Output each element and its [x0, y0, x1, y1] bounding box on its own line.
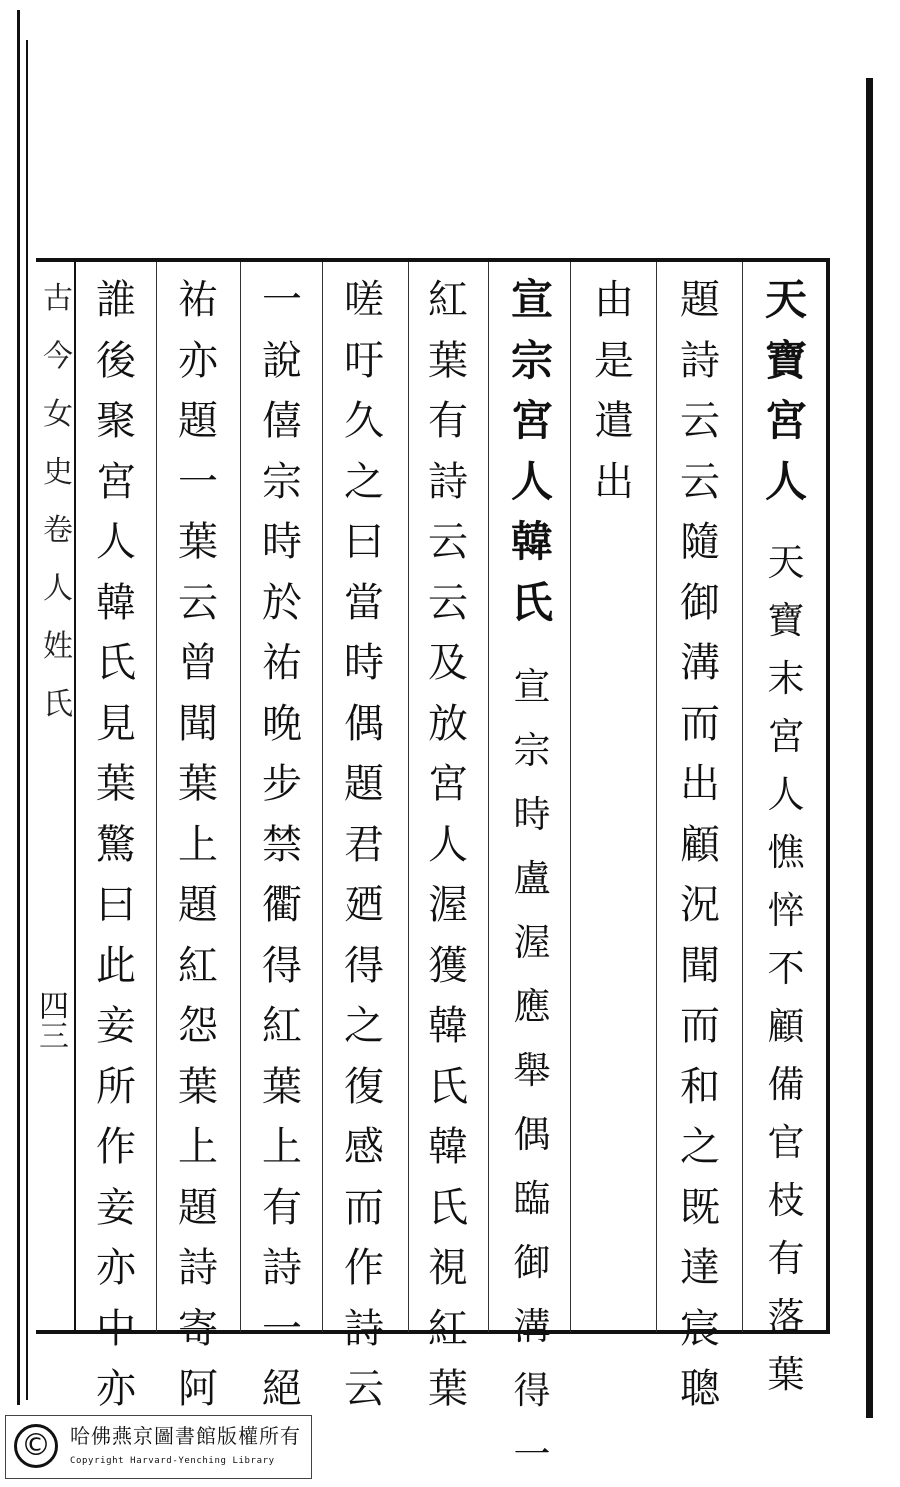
glyph: 宗 — [510, 335, 553, 385]
text-column-7 — [328, 270, 400, 1420]
glyph: 宣 — [510, 275, 553, 324]
margin-book-title — [38, 270, 78, 734]
glyph: 渥 — [428, 882, 468, 928]
glyph: 曾 — [178, 640, 218, 686]
glyph: 詩 — [178, 1245, 218, 1291]
left-edge-rule — [17, 10, 20, 1405]
glyph: 天 — [767, 541, 805, 584]
glyph: 應 — [513, 985, 551, 1028]
margin-title-glyph: 今 — [43, 339, 73, 374]
glyph: 宮 — [510, 396, 553, 445]
column-divider — [240, 262, 241, 1332]
glyph: 怨 — [178, 1003, 218, 1049]
glyph: 人 — [767, 773, 805, 816]
glyph: 祐 — [178, 277, 218, 323]
glyph: 出 — [680, 761, 720, 807]
glyph: 題 — [680, 277, 720, 323]
glyph: 所 — [96, 1063, 136, 1110]
glyph: 御 — [513, 1241, 551, 1284]
glyph: 氏 — [510, 577, 553, 627]
glyph: 久 — [344, 398, 384, 444]
library-name: 哈佛燕京圖書館版權所有 — [70, 1424, 301, 1448]
column-heading — [756, 270, 816, 512]
glyph: 宸 — [680, 1305, 720, 1352]
glyph: 題 — [178, 882, 218, 928]
text-column-5 — [496, 270, 568, 1487]
glyph: 況 — [680, 882, 720, 928]
copyright-symbol-icon: © — [14, 1424, 58, 1468]
glyph: 遣 — [594, 398, 634, 444]
glyph: 云 — [178, 579, 218, 626]
glyph: 曰 — [344, 519, 384, 565]
glyph: 見 — [96, 700, 136, 747]
glyph: 作 — [344, 1245, 384, 1291]
margin-title-glyph: 古 — [43, 281, 73, 316]
glyph: 妾 — [96, 1184, 136, 1231]
glyph: 宮 — [764, 396, 807, 445]
glyph: 而 — [680, 700, 720, 747]
glyph: 和 — [680, 1063, 720, 1110]
glyph: 韓 — [96, 579, 136, 626]
glyph: 曰 — [96, 882, 136, 928]
glyph: 上 — [178, 1124, 218, 1170]
glyph: 溝 — [680, 640, 720, 686]
glyph: 憔 — [767, 831, 805, 874]
glyph: 題 — [178, 1184, 218, 1231]
glyph: 禁 — [262, 821, 302, 868]
glyph: 御 — [680, 579, 720, 626]
glyph: 說 — [262, 337, 302, 384]
glyph: 有 — [428, 398, 468, 444]
glyph: 末 — [767, 657, 805, 700]
column-divider — [570, 262, 571, 1332]
glyph: 云 — [344, 1366, 384, 1412]
glyph: 有 — [767, 1237, 805, 1280]
margin-title-glyph: 女 — [43, 397, 73, 432]
glyph: 亦 — [96, 1366, 136, 1412]
glyph: 而 — [680, 1003, 720, 1049]
margin-title-glyph: 人 — [43, 571, 73, 606]
column-divider — [322, 262, 323, 1332]
glyph: 葉 — [178, 519, 218, 565]
glyph: 顧 — [767, 1005, 805, 1048]
glyph: 悴 — [767, 889, 805, 932]
glyph: 寶 — [767, 599, 805, 642]
glyph: 得 — [513, 1369, 551, 1412]
text-column-9 — [162, 270, 234, 1420]
glyph: 後 — [96, 337, 136, 384]
glyph: 嗟 — [344, 277, 384, 323]
glyph: 枝 — [767, 1179, 805, 1222]
glyph: 上 — [262, 1124, 302, 1170]
glyph: 不 — [767, 947, 805, 990]
glyph: 當 — [344, 579, 384, 626]
glyph: 葉 — [178, 761, 218, 807]
glyph: 葉 — [428, 337, 468, 384]
glyph: 聞 — [680, 942, 720, 989]
left-edge-rule-inner — [26, 40, 28, 1400]
glyph: 宮 — [428, 761, 468, 807]
glyph: 妾 — [96, 1003, 136, 1049]
margin-title-glyph: 氏 — [43, 687, 73, 722]
glyph: 舉 — [513, 1049, 551, 1092]
column-divider — [156, 262, 157, 1332]
glyph: 時 — [262, 519, 302, 565]
margin-title-glyph: 史 — [43, 455, 73, 490]
glyph: 葉 — [178, 1063, 218, 1110]
glyph: 人 — [764, 456, 807, 506]
glyph: 云 — [680, 398, 720, 444]
right-edge-rule — [866, 78, 873, 1418]
glyph: 題 — [344, 761, 384, 807]
glyph: 紅 — [428, 1305, 468, 1352]
glyph: 韓 — [428, 1124, 468, 1170]
glyph: 作 — [96, 1124, 136, 1170]
glyph: 宮 — [96, 458, 136, 505]
glyph: 偶 — [344, 700, 384, 747]
page-number: 四三 — [33, 990, 68, 1050]
glyph: 葉 — [262, 1063, 302, 1110]
glyph: 及 — [428, 640, 468, 686]
glyph: 臨 — [513, 1177, 551, 1220]
column-divider — [742, 262, 743, 1332]
glyph: 偶 — [513, 1113, 551, 1156]
glyph: 渥 — [513, 921, 551, 964]
glyph: 時 — [513, 793, 551, 836]
glyph: 祐 — [262, 640, 302, 686]
glyph: 顧 — [680, 821, 720, 868]
glyph: 由 — [594, 277, 634, 323]
column-heading — [502, 270, 562, 633]
glyph: 詩 — [680, 337, 720, 384]
glyph: 一 — [178, 458, 218, 505]
glyph: 衢 — [262, 882, 302, 928]
glyph: 聞 — [178, 700, 218, 747]
column-divider — [656, 262, 657, 1332]
glyph: 寄 — [178, 1305, 218, 1352]
glyph: 此 — [96, 942, 136, 989]
glyph: 云 — [428, 579, 468, 626]
glyph: 聰 — [680, 1366, 720, 1412]
column-divider — [488, 262, 489, 1332]
glyph: 寶 — [764, 335, 807, 385]
glyph: 阿 — [178, 1366, 218, 1412]
glyph: 達 — [680, 1245, 720, 1291]
glyph: 隨 — [680, 519, 720, 565]
glyph: 得 — [262, 942, 302, 989]
glyph: 之 — [344, 1003, 384, 1049]
glyph: 云 — [428, 519, 468, 565]
glyph: 宣 — [513, 665, 551, 708]
text-column-2 — [664, 270, 736, 1420]
glyph: 是 — [594, 337, 634, 384]
glyph: 葉 — [428, 1366, 468, 1412]
glyph: 復 — [344, 1063, 384, 1110]
glyph: 時 — [344, 640, 384, 686]
glyph: 備 — [767, 1063, 805, 1106]
glyph: 詩 — [262, 1245, 302, 1291]
glyph: 詩 — [428, 458, 468, 505]
glyph: 人 — [510, 456, 553, 506]
glyph: 宗 — [513, 729, 551, 772]
glyph: 盧 — [513, 857, 551, 900]
glyph: 氏 — [428, 1063, 468, 1110]
glyph: 紅 — [262, 1003, 302, 1049]
glyph: 韓 — [510, 517, 553, 566]
glyph: 葉 — [767, 1353, 805, 1396]
glyph: 之 — [680, 1124, 720, 1170]
glyph: 感 — [344, 1124, 384, 1170]
glyph: 落 — [767, 1295, 805, 1338]
glyph: 驚 — [96, 821, 136, 868]
glyph: 紅 — [428, 277, 468, 323]
glyph: 亦 — [96, 1245, 136, 1291]
copyright-line: Copyright Harvard-Yenching Library — [70, 1456, 275, 1466]
glyph: 君 — [344, 821, 384, 868]
text-column-8 — [246, 270, 318, 1420]
glyph: 有 — [262, 1184, 302, 1231]
glyph: 一 — [262, 277, 302, 323]
glyph: 出 — [594, 458, 634, 505]
glyph: 既 — [680, 1184, 720, 1231]
glyph: 聚 — [96, 398, 136, 444]
text-column-10 — [80, 270, 152, 1420]
glyph: 云 — [680, 458, 720, 505]
frame-right-border — [826, 258, 830, 1334]
glyph: 詩 — [344, 1305, 384, 1352]
glyph: 僖 — [262, 398, 302, 444]
glyph: 獲 — [428, 942, 468, 989]
glyph: 題 — [178, 398, 218, 444]
glyph: 韓 — [428, 1003, 468, 1049]
glyph: 人 — [428, 821, 468, 868]
glyph: 步 — [262, 761, 302, 807]
glyph: 上 — [178, 821, 218, 868]
glyph: 而 — [344, 1184, 384, 1231]
glyph: 吁 — [344, 337, 384, 384]
column-divider — [408, 262, 409, 1332]
glyph: 之 — [344, 458, 384, 505]
glyph: 於 — [262, 579, 302, 626]
glyph: 廼 — [344, 882, 384, 928]
glyph: 中 — [96, 1305, 136, 1352]
margin-title-glyph: 姓 — [43, 629, 73, 664]
text-column-3 — [578, 270, 650, 512]
glyph: 一 — [513, 1433, 551, 1476]
glyph: 紅 — [178, 942, 218, 989]
glyph: 宗 — [262, 458, 302, 505]
margin-title-glyph: 卷 — [43, 513, 73, 548]
glyph: 晚 — [262, 700, 302, 747]
glyph: 絕 — [262, 1366, 302, 1412]
glyph: 官 — [767, 1121, 805, 1164]
text-column-1 — [750, 270, 822, 1404]
glyph: 得 — [344, 942, 384, 989]
glyph: 誰 — [96, 277, 136, 323]
glyph: 一 — [262, 1305, 302, 1352]
glyph: 人 — [96, 519, 136, 565]
text-column-6 — [412, 270, 484, 1420]
glyph: 放 — [428, 700, 468, 747]
glyph: 葉 — [96, 761, 136, 807]
glyph: 宮 — [767, 715, 805, 758]
glyph: 氏 — [96, 640, 136, 686]
glyph: 亦 — [178, 337, 218, 384]
glyph: 溝 — [513, 1305, 551, 1348]
glyph: 氏 — [428, 1184, 468, 1231]
copyright-stamp — [5, 1415, 312, 1479]
glyph: 天 — [764, 275, 807, 324]
glyph: 視 — [428, 1245, 468, 1291]
